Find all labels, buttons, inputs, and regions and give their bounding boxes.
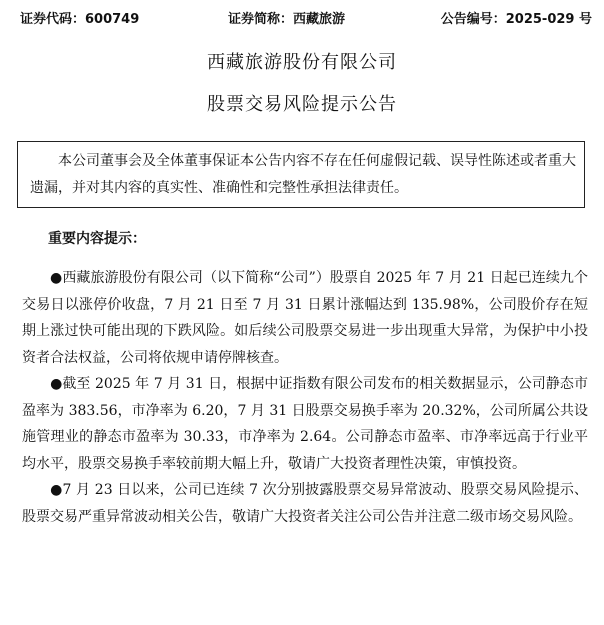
announcement-title: 股票交易风险提示公告	[207, 94, 397, 115]
bullet-icon: ●	[50, 270, 63, 286]
key-point-text: 截至 2025 年 7 月 31 日，根据中证指数有限公司发布的相关数据显示，公司静态市盈率为 383.56，市净率为 6.20，7 月 31 日股票交易换手率为 20.32%，公司所属公共设施管理业的静态市盈率为 30.33，市净率为 2.64。公司静态市盈率、市净率远高于行业平均水平，股票交易换手率较前期大幅上升，敬请广大投资者理性决策，审慎投资。	[22, 376, 588, 472]
company-name-title: 西藏旅游股份有限公司	[207, 52, 397, 73]
stock-abbreviation: 证券简称：西藏旅游	[228, 12, 346, 27]
announcement-header	[20, 10, 592, 30]
key-point-text: 7 月 23 日以来，公司已连续 7 次分别披露股票交易异常波动、股票交易风险提示、股票交易严重异常波动相关公告，敬请广大投资者关注公司公告并注意二级市场交易风险。	[22, 482, 588, 525]
disclaimer-text: 本公司董事会及全体董事保证本公告内容不存在任何虚假记载、误导性陈述或者重大遗漏，并对其内容的真实性、准确性和完整性承担法律责任。	[30, 153, 576, 196]
key-points-body	[22, 265, 588, 530]
key-point-text: 西藏旅游股份有限公司（以下简称“公司”）股票自 2025 年 7 月 21 日起已连续九个交易日以涨停价收盘，7 月 21 日至 7 月 31 日累计涨幅达到 135.98%，公司股价存在短期上涨过快可能出现的下跌风险。如后续公司股票交易进一步出现重大异常，为保护中小投资者合法权益，公司将依规申请停牌核查。	[22, 270, 588, 366]
key-point-3	[22, 477, 588, 530]
disclaimer-box	[17, 141, 585, 208]
key-points-heading: 重要内容提示：	[48, 231, 146, 247]
announcement-number: 公告编号：2025-029 号	[440, 12, 592, 27]
bullet-icon: ●	[50, 376, 63, 392]
key-point-1	[22, 265, 588, 371]
bullet-icon: ●	[50, 482, 63, 498]
stock-code: 证券代码：600749	[20, 12, 140, 27]
key-point-2	[22, 371, 588, 477]
